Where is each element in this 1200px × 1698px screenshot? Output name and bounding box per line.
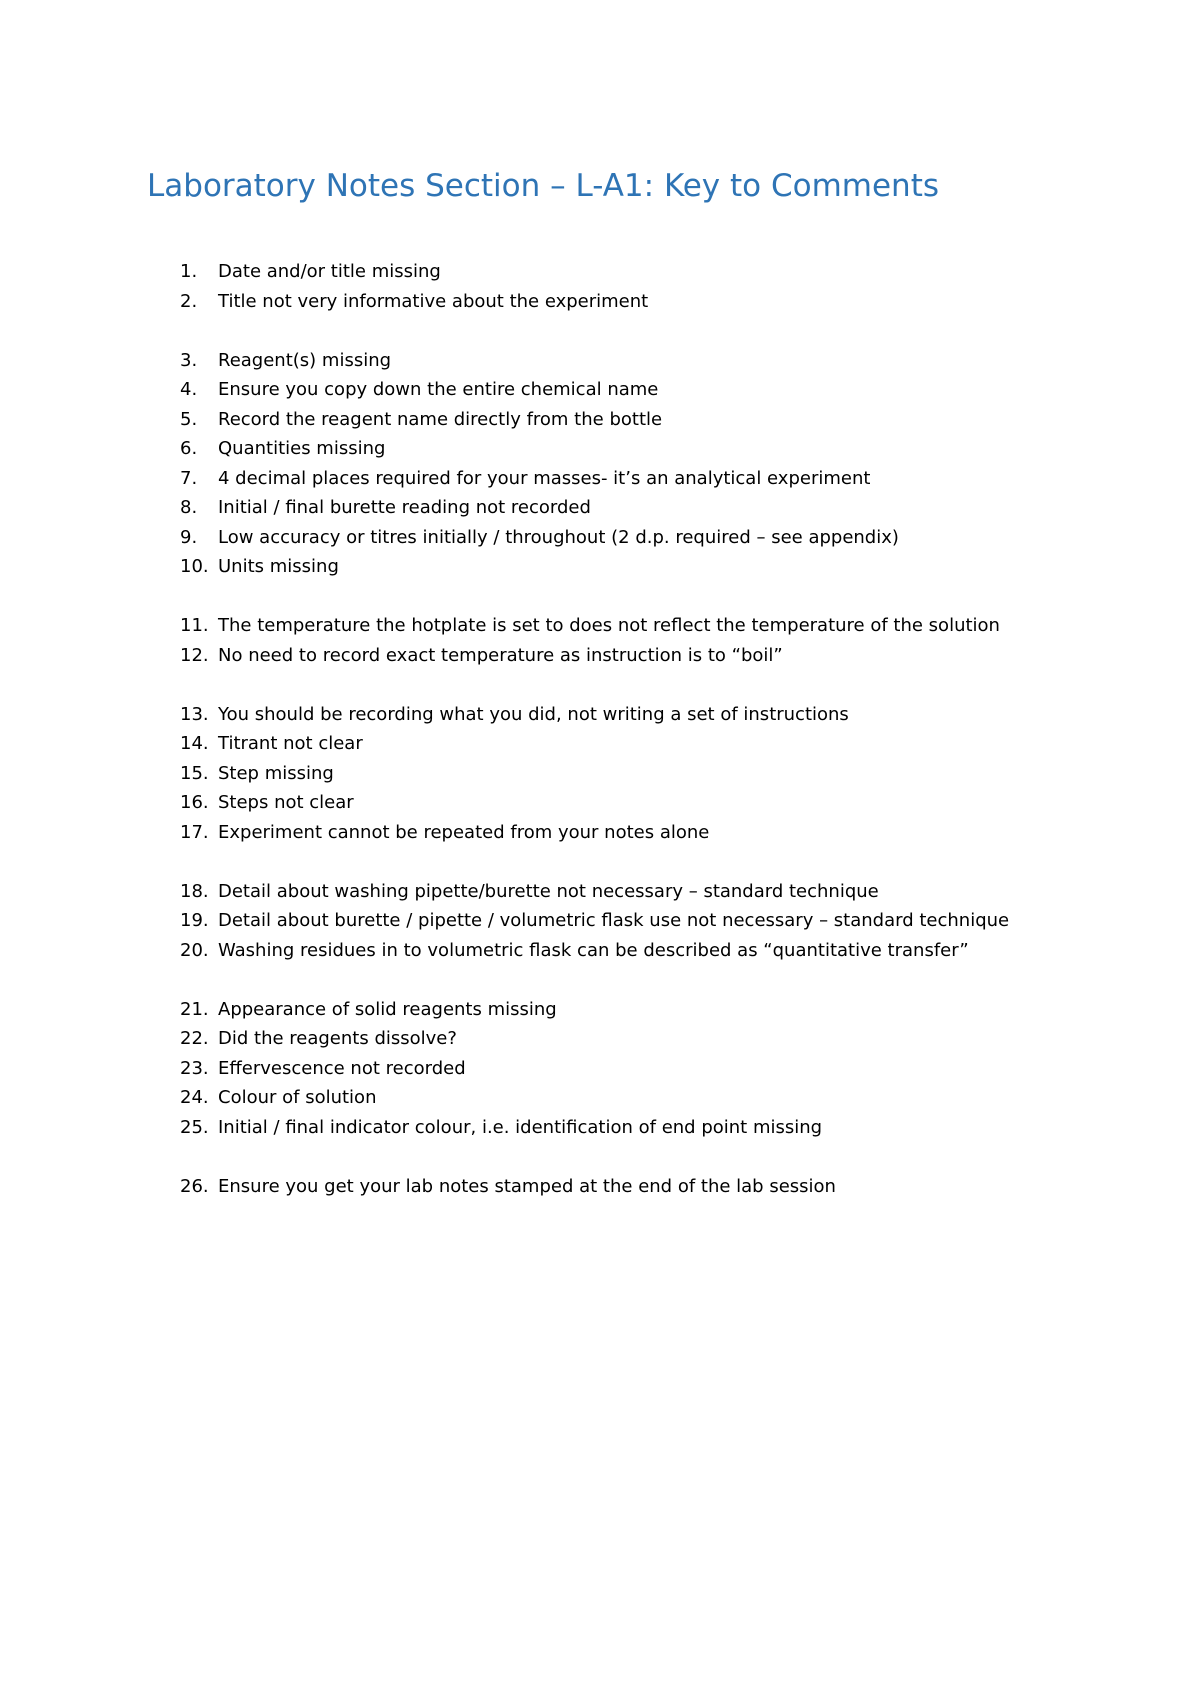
item-number: 13.	[180, 703, 209, 725]
list-item	[180, 346, 1009, 376]
item-number: 16.	[180, 792, 209, 813]
item-text: No need to record exact temperature as instruction is to “boil”	[218, 644, 783, 666]
item-number: 25.	[180, 1116, 209, 1138]
item-number: 24.	[180, 1087, 209, 1108]
item-number: 20.	[180, 939, 209, 961]
item-number: 7.	[180, 467, 198, 489]
list-item	[180, 759, 1009, 789]
list-item	[180, 877, 1009, 907]
item-number: 2.	[180, 290, 198, 312]
item-text: Low accuracy or titres initially / throughout (2 d.p. required – see appendix)	[218, 526, 899, 548]
item-text: Title not very informative about the experiment	[218, 290, 649, 312]
list-item	[180, 434, 1009, 464]
list-item	[180, 1083, 1009, 1113]
list-item	[180, 641, 1009, 671]
list-item	[180, 1054, 1009, 1084]
list-item	[180, 375, 1009, 405]
item-number: 12.	[180, 644, 209, 666]
item-text: Detail about washing pipette/burette not necessary – standard technique	[218, 880, 879, 902]
item-text: Effervescence not recorded	[218, 1057, 466, 1079]
list-item	[180, 493, 1009, 523]
list-item	[180, 700, 1009, 730]
item-text: Experiment cannot be repeated from your notes alone	[218, 821, 710, 843]
item-number: 23.	[180, 1057, 209, 1079]
item-number: 1.	[180, 261, 198, 282]
item-number: 15.	[180, 762, 209, 784]
list-item	[180, 552, 1009, 582]
item-number: 3.	[180, 349, 198, 371]
item-text: Record the reagent name directly from the bottle	[218, 408, 663, 430]
item-text: You should be recording what you did, not writing a set of instructions	[218, 703, 849, 725]
list-item	[180, 906, 1009, 936]
list-item	[180, 257, 1009, 287]
item-text: Reagent(s) missing	[218, 349, 392, 371]
item-number: 18.	[180, 880, 209, 902]
item-text: Titrant not clear	[218, 733, 363, 754]
item-text: Initial / final indicator colour, i.e. identification of end point missing	[218, 1116, 823, 1138]
item-text: Ensure you copy down the entire chemical name	[218, 379, 659, 400]
item-number: 6.	[180, 438, 198, 459]
list-item	[180, 936, 1009, 966]
page-title: Laboratory Notes Section – L-A1: Key to Comments	[147, 168, 940, 204]
item-text: Did the reagents dissolve?	[218, 1028, 457, 1049]
item-number: 4.	[180, 379, 198, 400]
list-item	[180, 788, 1009, 818]
item-text: Ensure you get your lab notes stamped at the end of the lab session	[218, 1175, 836, 1197]
list-item	[180, 523, 1009, 553]
item-number: 21.	[180, 998, 209, 1020]
list-item	[180, 464, 1009, 494]
item-number: 14.	[180, 733, 209, 754]
item-text: Units missing	[218, 556, 339, 577]
item-text: Initial / final burette reading not recorded	[218, 497, 591, 518]
item-number: 11.	[180, 615, 209, 636]
list-item	[180, 729, 1009, 759]
list-item	[180, 405, 1009, 435]
item-number: 10.	[180, 556, 209, 577]
list-item	[180, 1172, 1009, 1202]
item-text: Date and/or title missing	[218, 261, 441, 282]
item-number: 8.	[180, 497, 198, 518]
comment-list	[180, 257, 1009, 1201]
item-number: 19.	[180, 910, 209, 931]
list-item	[180, 611, 1009, 641]
item-number: 26.	[180, 1175, 209, 1197]
item-number: 9.	[180, 526, 198, 548]
item-text: Colour of solution	[218, 1087, 377, 1108]
item-text: The temperature the hotplate is set to does not reflect the temperature of the solution	[218, 615, 1000, 636]
list-item	[180, 995, 1009, 1025]
item-number: 17.	[180, 821, 209, 843]
item-number: 5.	[180, 408, 198, 430]
list-item	[180, 1113, 1009, 1143]
item-text: 4 decimal places required for your masses- it’s an analytical experiment	[218, 467, 871, 489]
list-item	[180, 287, 1009, 317]
item-text: Quantities missing	[218, 438, 386, 459]
item-text: Washing residues in to volumetric flask can be described as “quantitative transfer”	[218, 939, 969, 961]
item-number: 22.	[180, 1028, 209, 1049]
item-text: Detail about burette / pipette / volumetric flask use not necessary – standard technique	[218, 910, 1010, 931]
item-text: Steps not clear	[218, 792, 354, 813]
item-text: Appearance of solid reagents missing	[218, 998, 557, 1020]
list-item	[180, 818, 1009, 848]
item-text: Step missing	[218, 762, 334, 784]
list-item	[180, 1024, 1009, 1054]
